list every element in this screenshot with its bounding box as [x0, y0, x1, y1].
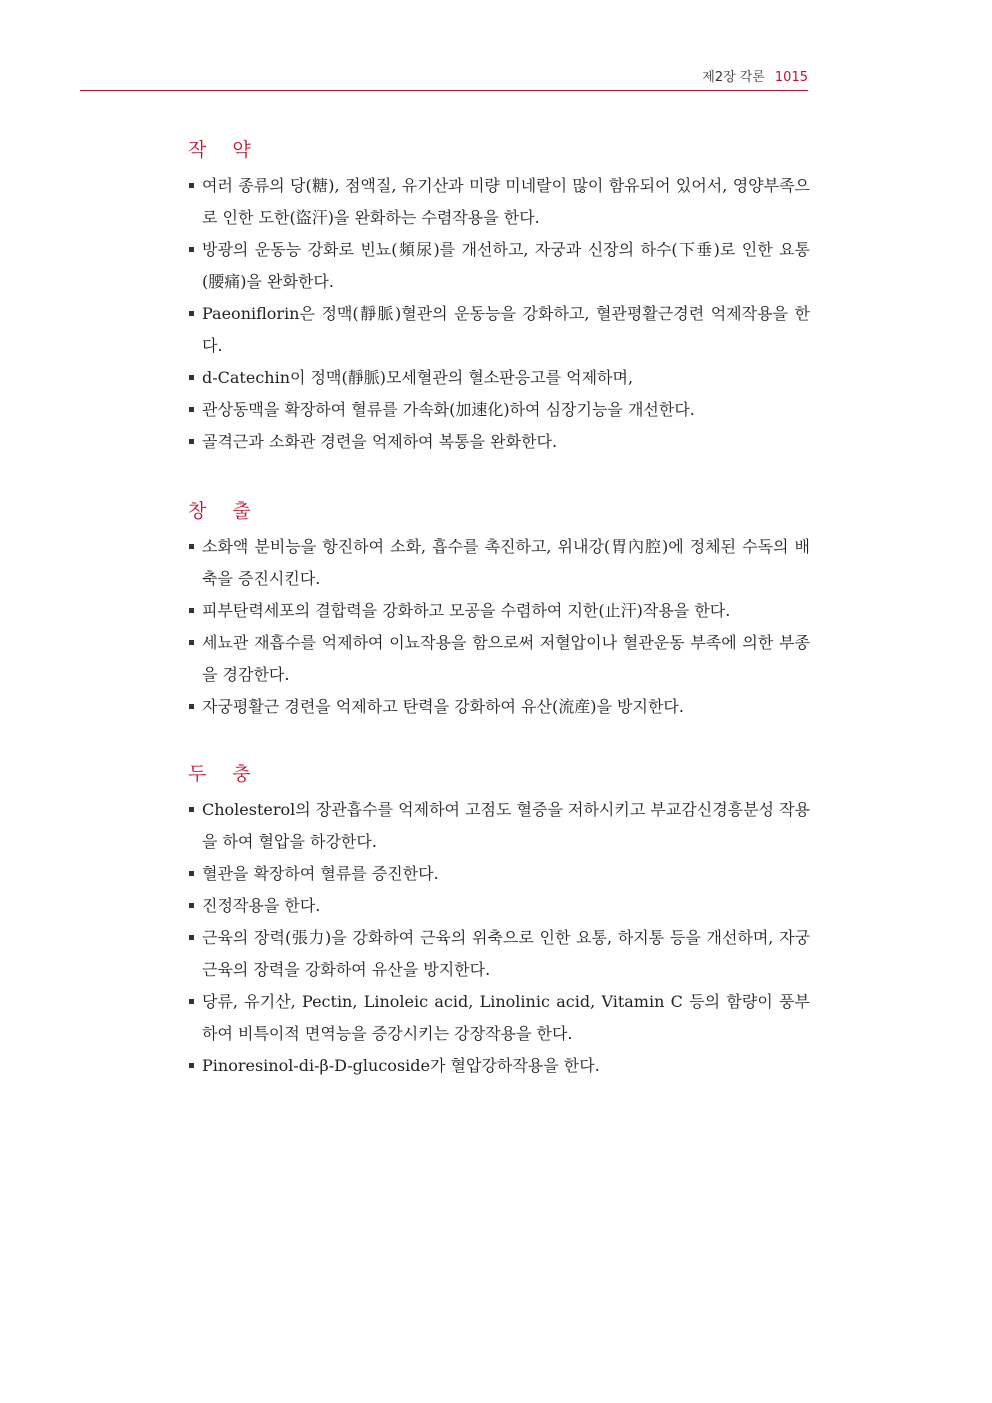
list-item-text: Cholesterol의 장관흡수를 억제하여 고점도 혈증을 저하시키고 부교감신경흥분성 작용을 하여 혈압을 하강한다. [202, 800, 811, 851]
section-duchung [188, 760, 810, 1082]
bullet-icon [189, 247, 194, 252]
list-item [188, 595, 810, 627]
list-item-text: 진정작용을 한다. [202, 896, 321, 915]
list-item-text: 피부탄력세포의 결합력을 강화하고 모공을 수렴하여 지한(止汗)작용을 한다. [202, 601, 731, 620]
bullet-icon [189, 999, 194, 1004]
section-title: 작 약 [188, 139, 261, 161]
bullet-icon [189, 935, 194, 940]
list-item [188, 794, 810, 858]
bullet-list [188, 170, 810, 458]
list-item-text: 방광의 운동능 강화로 빈뇨(頻尿)를 개선하고, 자궁과 신장의 하수(下垂)로 인한 요통(腰痛)을 완화한다. [202, 240, 810, 291]
list-item [188, 1050, 810, 1082]
bullet-icon [189, 903, 194, 908]
list-item [188, 234, 810, 298]
list-item-text: d-Catechin이 정맥(靜脈)모세혈관의 혈소판응고를 억제하며, [202, 368, 634, 387]
bullet-list [188, 794, 810, 1082]
list-item-text: Pinoresinol-di-β-D-glucoside가 혈압강하작용을 한다. [202, 1056, 600, 1075]
list-item [188, 362, 810, 394]
bullet-icon [189, 871, 194, 876]
list-item [188, 986, 810, 1050]
list-item [188, 426, 810, 458]
section-changchul [188, 497, 810, 723]
list-item [188, 531, 810, 595]
bullet-icon [189, 375, 194, 380]
bullet-list [188, 531, 810, 723]
list-item [188, 627, 810, 691]
list-item [188, 858, 810, 890]
bullet-icon [189, 407, 194, 412]
list-item-text: 세뇨관 재흡수를 억제하여 이뇨작용을 함으로써 저혈압이나 혈관운동 부족에 의한 부종을 경감한다. [202, 633, 810, 684]
list-item-text: 여러 종류의 당(糖), 점액질, 유기산과 미량 미네랄이 많이 함유되어 있어서, 영양부족으로 인한 도한(盜汗)을 완화하는 수렴작용을 한다. [202, 176, 810, 227]
header-text [702, 66, 808, 85]
chapter-title: 제2장 각론 [702, 70, 765, 85]
bullet-icon [189, 1063, 194, 1068]
list-item [188, 691, 810, 723]
bullet-icon [189, 704, 194, 709]
list-item [188, 394, 810, 426]
list-item [188, 922, 810, 986]
list-item-text: 혈관을 확장하여 혈류를 증진한다. [202, 864, 439, 883]
bullet-icon [189, 640, 194, 645]
list-item [188, 890, 810, 922]
list-item [188, 170, 810, 234]
section-title: 창 출 [188, 500, 261, 522]
section-jakyak [188, 136, 810, 458]
list-item-text: 자궁평활근 경련을 억제하고 탄력을 강화하여 유산(流産)을 방지한다. [202, 697, 684, 716]
bullet-icon [189, 311, 194, 316]
list-item-text: 당류, 유기산, Pectin, Linoleic acid, Linolinic acid, Vitamin C 등의 함량이 풍부하여 비특이적 면역능을 증강시키는 강장작용을 한다. [202, 992, 810, 1043]
list-item-text: 관상동맥을 확장하여 혈류를 가속화(加速化)하여 심장기능을 개선한다. [202, 400, 695, 419]
list-item-text: 소화액 분비능을 항진하여 소화, 흡수를 촉진하고, 위내강(胃內腔)에 정체된 수독의 배축을 증진시킨다. [202, 537, 810, 588]
bullet-icon [189, 544, 194, 549]
list-item-text: 근육의 장력(張力)을 강화하여 근육의 위축으로 인한 요통, 하지통 등을 개선하며, 자궁 근육의 장력을 강화하여 유산을 방지한다. [202, 928, 810, 979]
bullet-icon [189, 439, 194, 444]
bullet-icon [189, 608, 194, 613]
list-item-text: 골격근과 소화관 경련을 억제하여 복통을 완화한다. [202, 432, 558, 451]
list-item-text: Paeoniflorin은 정맥(靜脈)혈관의 운동능을 강화하고, 혈관평활근경련 억제작용을 한다. [202, 304, 810, 355]
list-item [188, 298, 810, 362]
page-number: 1015 [774, 70, 808, 85]
bullet-icon [189, 183, 194, 188]
page-header [80, 62, 808, 91]
bullet-icon [189, 807, 194, 812]
section-title: 두 충 [188, 763, 261, 785]
